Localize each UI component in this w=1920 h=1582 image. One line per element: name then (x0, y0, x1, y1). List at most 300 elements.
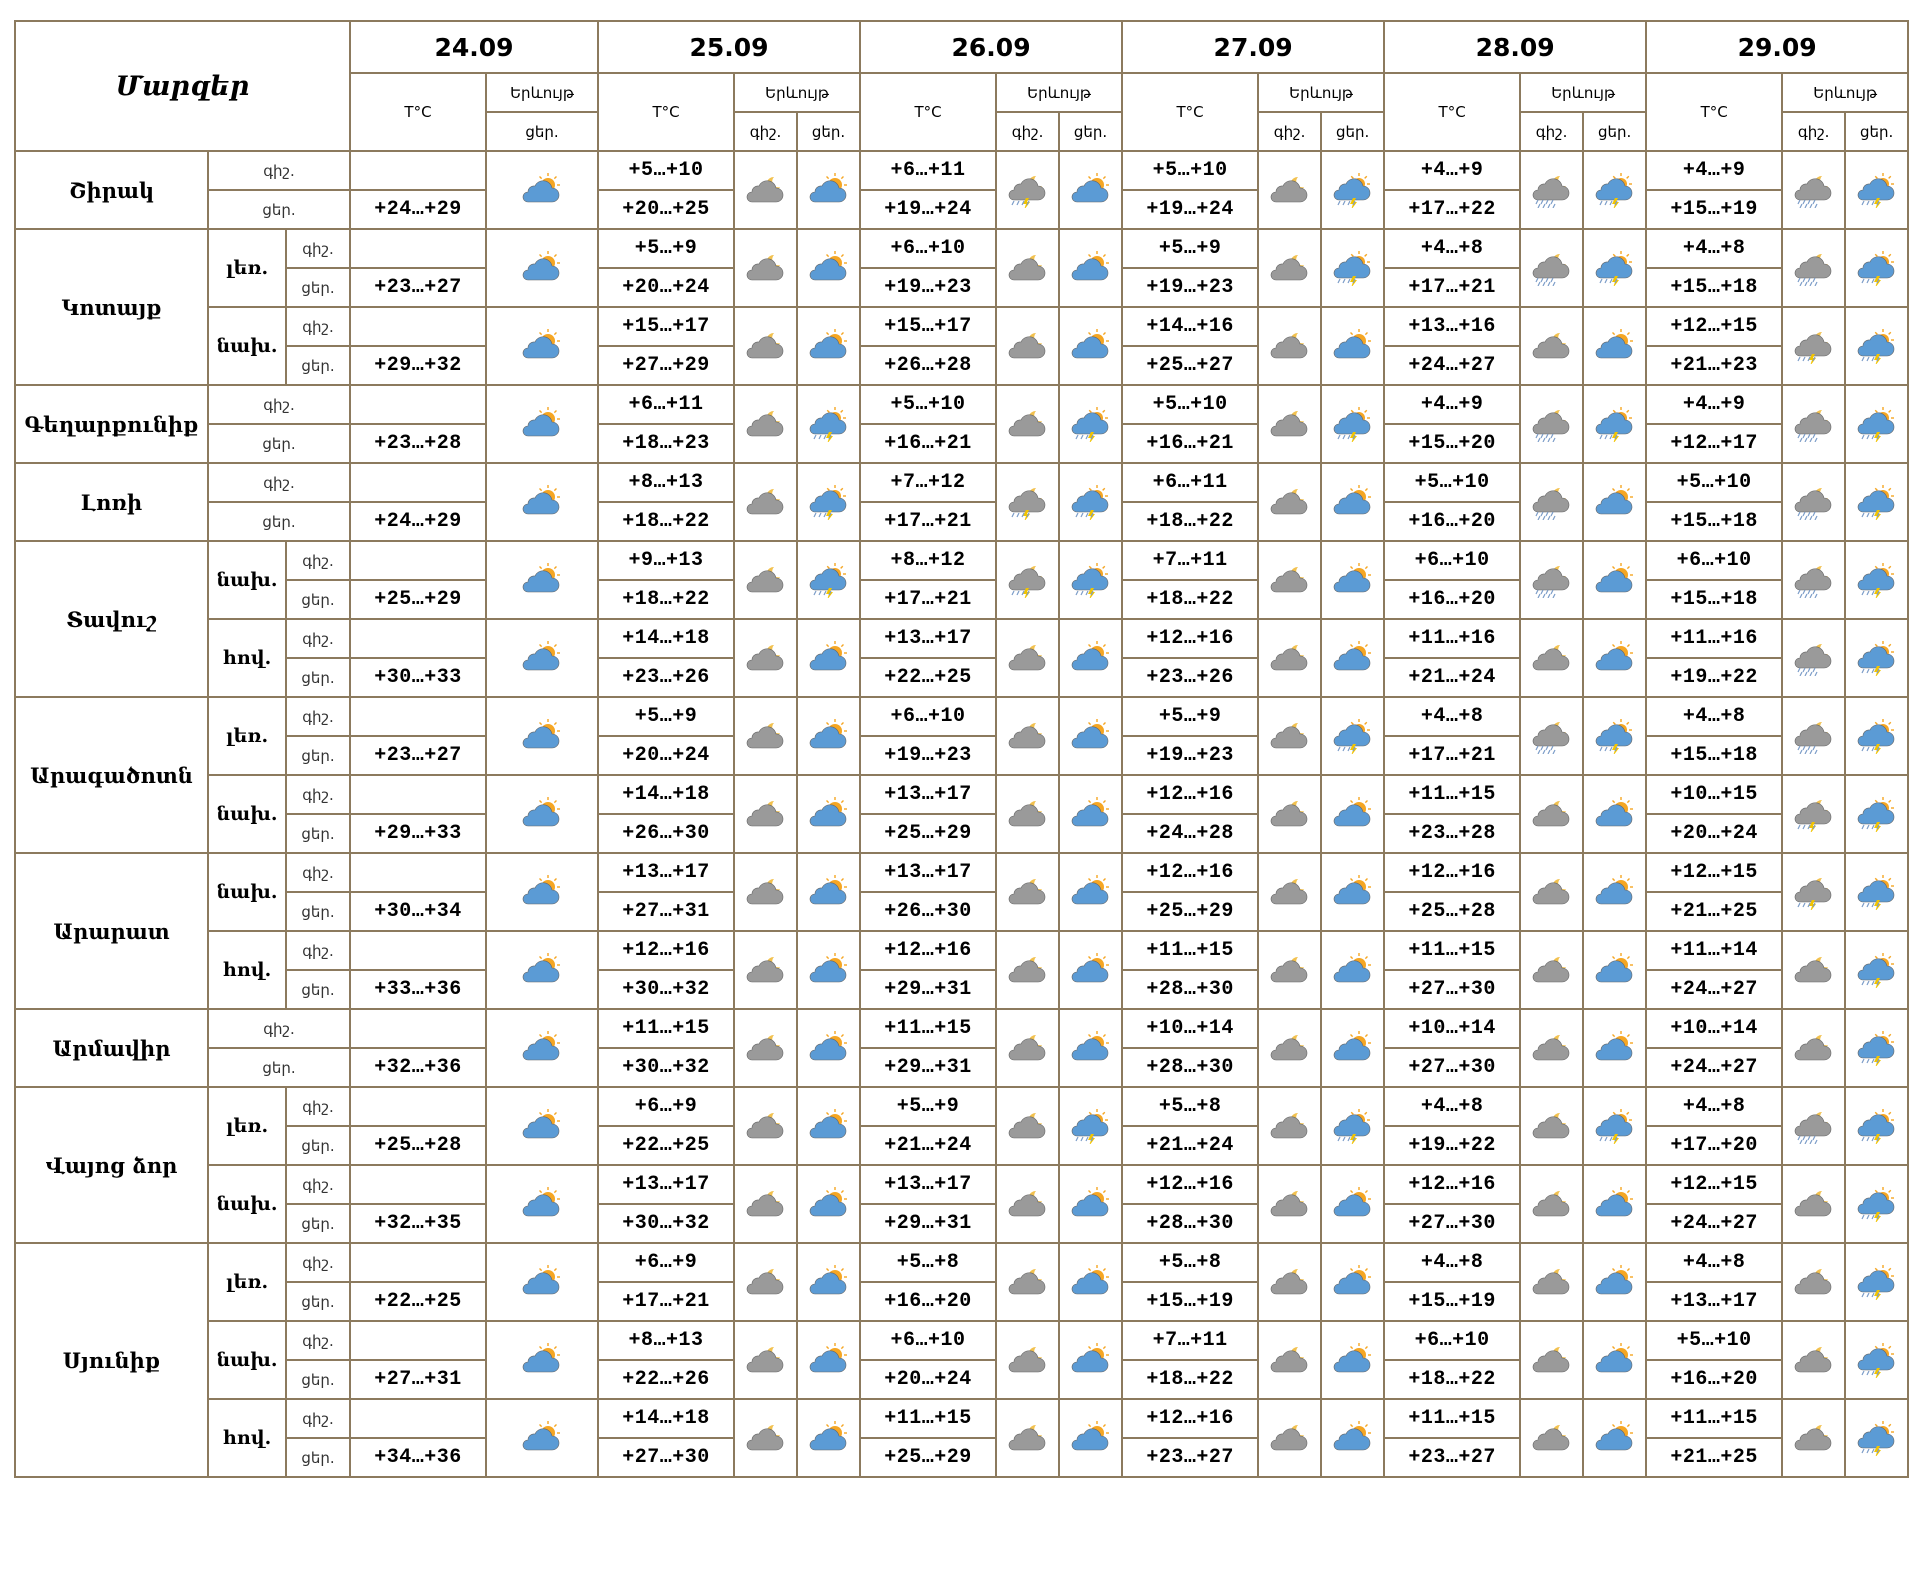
sun-thunder-icon (1855, 1186, 1899, 1222)
weather-cell (1520, 619, 1583, 697)
day-label: ցեր. (208, 502, 350, 541)
day-temp: +15…+19 (1122, 1282, 1258, 1321)
night-temp: +5…+10 (1384, 463, 1520, 502)
weather-cell (1059, 1243, 1122, 1321)
sun-thunder-icon (1069, 562, 1113, 598)
night-cloud-icon (744, 874, 788, 910)
weather-cell (1258, 151, 1321, 229)
night-temp: +5…+9 (1122, 229, 1258, 268)
forecast-row-night (15, 775, 1908, 814)
weather-cell (996, 1087, 1059, 1165)
day-temp: +16…+20 (860, 1282, 996, 1321)
weather-cell (1583, 1087, 1646, 1165)
weather-cell (797, 1009, 860, 1087)
weather-cell (1059, 385, 1122, 463)
day-temp: +15…+18 (1646, 502, 1782, 541)
day-temp: +18…+22 (1122, 580, 1258, 619)
forecast-row-night (15, 229, 1908, 268)
weather-cell (1845, 307, 1908, 385)
night-temp: +6…+11 (1122, 463, 1258, 502)
partly-sunny-icon (1069, 874, 1113, 910)
weather-cell (1321, 151, 1384, 229)
partly-sunny-icon (520, 718, 564, 754)
sun-thunder-icon (1855, 640, 1899, 676)
night-temp: +9…+13 (598, 541, 734, 580)
weather-cell (1782, 541, 1845, 619)
forecast-row-night (15, 1009, 1908, 1048)
weather-cell (996, 385, 1059, 463)
partly-sunny-icon (520, 484, 564, 520)
day-temp: +19…+23 (860, 268, 996, 307)
night-header: գիշ. (1520, 112, 1583, 151)
night-thunder-icon (1006, 562, 1050, 598)
weather-cell (1583, 931, 1646, 1009)
night-temp (350, 1243, 486, 1282)
weather-cell (996, 1399, 1059, 1477)
night-cloud-icon (1530, 1264, 1574, 1300)
zone-name: հով. (208, 931, 286, 1009)
night-temp: +13…+17 (598, 1165, 734, 1204)
sun-thunder-icon (1593, 406, 1637, 442)
weather-cell (1583, 463, 1646, 541)
weather-cell (1520, 1243, 1583, 1321)
region-name: Արագածոտն (15, 697, 208, 853)
night-temp: +15…+17 (598, 307, 734, 346)
weather-cell (1321, 385, 1384, 463)
weather-cell (734, 307, 797, 385)
partly-sunny-icon (520, 172, 564, 208)
weather-cell (1258, 931, 1321, 1009)
sun-thunder-icon (1855, 1108, 1899, 1144)
weather-cell (1583, 307, 1646, 385)
region-name: Կոտայք (15, 229, 208, 385)
weather-cell (1782, 697, 1845, 775)
night-header: գիշ. (734, 112, 797, 151)
night-temp (350, 385, 486, 424)
night-temp: +5…+8 (1122, 1087, 1258, 1126)
night-temp: +13…+17 (860, 775, 996, 814)
night-cloud-icon (1268, 952, 1312, 988)
region-name: Լոռի (15, 463, 208, 541)
weather-header: Երևույթ (734, 73, 860, 112)
day-temp: +19…+23 (1122, 736, 1258, 775)
weather-cell (1583, 1321, 1646, 1399)
day-temp: +23…+26 (598, 658, 734, 697)
night-temp: +8…+13 (598, 463, 734, 502)
weather-cell (797, 697, 860, 775)
sun-thunder-icon (1331, 1108, 1375, 1144)
day-temp: +21…+23 (1646, 346, 1782, 385)
night-label: գիշ. (286, 1243, 350, 1282)
weather-cell (486, 1243, 598, 1321)
partly-sunny-icon (1593, 328, 1637, 364)
night-cloud-icon (1530, 640, 1574, 676)
sun-thunder-icon (1331, 406, 1375, 442)
night-temp: +6…+10 (1384, 541, 1520, 580)
forecast-row-night (15, 1321, 1908, 1360)
weather-cell (996, 151, 1059, 229)
day-temp: +24…+27 (1646, 1048, 1782, 1087)
weather-cell (486, 1399, 598, 1477)
night-cloud-icon (1006, 328, 1050, 364)
day-temp: +28…+30 (1122, 1204, 1258, 1243)
day-temp: +30…+32 (598, 1048, 734, 1087)
night-cloud-icon (1792, 1264, 1836, 1300)
forecast-row-night (15, 385, 1908, 424)
night-rain-icon (1792, 718, 1836, 754)
night-temp: +12…+16 (860, 931, 996, 970)
weather-cell (1258, 1243, 1321, 1321)
partly-sunny-icon (1331, 1342, 1375, 1378)
night-cloud-icon (1268, 1264, 1312, 1300)
day-label: ցեր. (286, 1282, 350, 1321)
day-temp: +16…+20 (1646, 1360, 1782, 1399)
partly-sunny-icon (1069, 1420, 1113, 1456)
partly-sunny-icon (807, 328, 851, 364)
day-temp: +25…+29 (350, 580, 486, 619)
night-temp (350, 697, 486, 736)
night-temp: +12…+16 (1122, 775, 1258, 814)
forecast-row-night (15, 463, 1908, 502)
weather-cell (1321, 1399, 1384, 1477)
night-temp: +4…+8 (1646, 697, 1782, 736)
night-cloud-icon (1006, 250, 1050, 286)
weather-cell (1321, 619, 1384, 697)
day-temp: +23…+28 (350, 424, 486, 463)
zone-name: նախ. (208, 307, 286, 385)
sun-thunder-icon (1855, 406, 1899, 442)
region-name: Շիրակ (15, 151, 208, 229)
partly-sunny-icon (807, 1108, 851, 1144)
day-temp: +25…+28 (1384, 892, 1520, 931)
weather-cell (734, 229, 797, 307)
day-temp: +18…+22 (598, 502, 734, 541)
night-temp: +5…+8 (1122, 1243, 1258, 1282)
day-temp: +27…+30 (598, 1438, 734, 1477)
night-label: գիշ. (286, 1321, 350, 1360)
weather-cell (486, 853, 598, 931)
night-temp: +6…+11 (598, 385, 734, 424)
night-temp (350, 931, 486, 970)
night-temp (350, 1009, 486, 1048)
night-temp: +5…+9 (1122, 697, 1258, 736)
forecast-row-night (15, 1165, 1908, 1204)
partly-sunny-icon (520, 328, 564, 364)
partly-sunny-icon (1069, 1186, 1113, 1222)
night-cloud-icon (1530, 1420, 1574, 1456)
night-label: գիշ. (208, 1009, 350, 1048)
night-cloud-icon (744, 1342, 788, 1378)
day-temp: +30…+34 (350, 892, 486, 931)
day-temp: +25…+28 (350, 1126, 486, 1165)
partly-sunny-icon (1331, 796, 1375, 832)
day-temp: +12…+17 (1646, 424, 1782, 463)
weather-cell (486, 463, 598, 541)
partly-sunny-icon (1593, 1342, 1637, 1378)
weather-cell (1059, 1087, 1122, 1165)
night-cloud-icon (1268, 328, 1312, 364)
weather-header: Երևույթ (1258, 73, 1384, 112)
weather-cell (797, 1165, 860, 1243)
weather-cell (797, 463, 860, 541)
night-temp: +4…+9 (1384, 151, 1520, 190)
partly-sunny-icon (1593, 562, 1637, 598)
weather-cell (1583, 853, 1646, 931)
night-rain-icon (1530, 484, 1574, 520)
night-cloud-icon (1530, 874, 1574, 910)
weather-cell (1059, 697, 1122, 775)
weather-cell (1583, 697, 1646, 775)
partly-sunny-icon (807, 1186, 851, 1222)
night-cloud-icon (1006, 1108, 1050, 1144)
day-temp: +21…+25 (1646, 892, 1782, 931)
weather-cell (1845, 1399, 1908, 1477)
partly-sunny-icon (1331, 328, 1375, 364)
sun-thunder-icon (1331, 172, 1375, 208)
night-label: գիշ. (286, 1399, 350, 1438)
night-temp: +6…+11 (860, 151, 996, 190)
day-temp: +24…+27 (1646, 970, 1782, 1009)
weather-cell (1321, 307, 1384, 385)
day-temp: +28…+30 (1122, 970, 1258, 1009)
night-temp: +6…+10 (1646, 541, 1782, 580)
night-cloud-icon (1792, 1186, 1836, 1222)
weather-cell (1520, 697, 1583, 775)
weather-cell (1258, 1165, 1321, 1243)
night-cloud-icon (744, 1420, 788, 1456)
weather-cell (1321, 463, 1384, 541)
forecast-body (15, 21, 1908, 1477)
night-temp: +13…+16 (1384, 307, 1520, 346)
weather-cell (1258, 307, 1321, 385)
weather-cell (1258, 463, 1321, 541)
day-header: ցեր. (486, 112, 598, 151)
partly-sunny-icon (520, 250, 564, 286)
weather-cell (1059, 151, 1122, 229)
weather-cell (797, 619, 860, 697)
weather-cell (1520, 775, 1583, 853)
weather-cell (1321, 1009, 1384, 1087)
night-cloud-icon (1792, 1420, 1836, 1456)
day-label: ցեր. (286, 814, 350, 853)
weather-cell (1782, 775, 1845, 853)
night-cloud-icon (744, 250, 788, 286)
day-temp: +15…+19 (1646, 190, 1782, 229)
night-cloud-icon (744, 1030, 788, 1066)
night-temp: +4…+9 (1646, 151, 1782, 190)
weather-cell (996, 307, 1059, 385)
night-cloud-icon (1006, 874, 1050, 910)
weather-cell (734, 619, 797, 697)
weather-cell (996, 619, 1059, 697)
day-temp: +30…+32 (598, 1204, 734, 1243)
partly-sunny-icon (520, 874, 564, 910)
sun-thunder-icon (1331, 250, 1375, 286)
weather-cell (734, 1243, 797, 1321)
weather-cell (1583, 619, 1646, 697)
day-temp: +25…+27 (1122, 346, 1258, 385)
zone-name: հով. (208, 1399, 286, 1477)
night-temp: +6…+10 (860, 229, 996, 268)
night-temp (350, 853, 486, 892)
night-temp: +4…+8 (1384, 1243, 1520, 1282)
night-label: գիշ. (286, 307, 350, 346)
day-temp: +22…+25 (350, 1282, 486, 1321)
night-temp: +12…+16 (598, 931, 734, 970)
weather-cell (1583, 1165, 1646, 1243)
partly-sunny-icon (520, 406, 564, 442)
day-header: ցեր. (797, 112, 860, 151)
weather-cell (734, 775, 797, 853)
night-cloud-icon (1530, 796, 1574, 832)
sun-thunder-icon (1855, 874, 1899, 910)
weather-cell (1782, 1087, 1845, 1165)
night-temp (350, 1321, 486, 1360)
day-temp: +17…+21 (598, 1282, 734, 1321)
weather-cell (1258, 385, 1321, 463)
day-temp: +22…+26 (598, 1360, 734, 1399)
night-temp: +7…+12 (860, 463, 996, 502)
weather-cell (1258, 229, 1321, 307)
weather-cell (486, 1321, 598, 1399)
partly-sunny-icon (1331, 874, 1375, 910)
region-name: Արմավիր (15, 1009, 208, 1087)
weather-cell (1782, 385, 1845, 463)
night-cloud-icon (1268, 250, 1312, 286)
weather-cell (1845, 1165, 1908, 1243)
night-cloud-icon (744, 796, 788, 832)
weather-cell (486, 697, 598, 775)
sun-thunder-icon (1593, 250, 1637, 286)
day-temp: +19…+22 (1646, 658, 1782, 697)
weather-cell (1321, 1321, 1384, 1399)
night-temp (350, 1165, 486, 1204)
partly-sunny-icon (807, 1264, 851, 1300)
day-temp: +19…+22 (1384, 1126, 1520, 1165)
weather-cell (734, 1087, 797, 1165)
partly-sunny-icon (1069, 250, 1113, 286)
partly-sunny-icon (1593, 796, 1637, 832)
weather-cell (1583, 151, 1646, 229)
day-temp: +16…+20 (1384, 580, 1520, 619)
weather-cell (1059, 541, 1122, 619)
day-temp: +19…+24 (860, 190, 996, 229)
night-temp: +12…+15 (1646, 307, 1782, 346)
day-header: ցեր. (1321, 112, 1384, 151)
weather-cell (1258, 541, 1321, 619)
day-temp: +18…+22 (598, 580, 734, 619)
weather-cell (1520, 1399, 1583, 1477)
day-temp: +19…+23 (860, 736, 996, 775)
weather-cell (486, 619, 598, 697)
sun-thunder-icon (1855, 328, 1899, 364)
weather-cell (734, 853, 797, 931)
weather-cell (486, 775, 598, 853)
weather-cell (1059, 775, 1122, 853)
weather-cell (1845, 1243, 1908, 1321)
night-temp: +12…+15 (1646, 853, 1782, 892)
forecast-row-night (15, 853, 1908, 892)
night-temp: +12…+16 (1384, 853, 1520, 892)
night-temp: +4…+9 (1384, 385, 1520, 424)
day-temp: +17…+20 (1646, 1126, 1782, 1165)
day-temp: +22…+25 (860, 658, 996, 697)
day-temp: +18…+22 (1384, 1360, 1520, 1399)
night-cloud-icon (1268, 172, 1312, 208)
partly-sunny-icon (520, 1108, 564, 1144)
night-rain-icon (1530, 250, 1574, 286)
night-cloud-icon (744, 1264, 788, 1300)
night-rain-icon (1792, 484, 1836, 520)
day-temp: +27…+30 (1384, 1048, 1520, 1087)
sun-thunder-icon (1593, 172, 1637, 208)
weather-cell (1782, 1165, 1845, 1243)
night-cloud-icon (1268, 406, 1312, 442)
day-label: ցեր. (208, 424, 350, 463)
partly-sunny-icon (1069, 796, 1113, 832)
zone-name: լեռ. (208, 1243, 286, 1321)
sun-thunder-icon (1593, 718, 1637, 754)
night-thunder-icon (1792, 796, 1836, 832)
forecast-row-night (15, 1087, 1908, 1126)
night-temp (350, 1399, 486, 1438)
partly-sunny-icon (1593, 1186, 1637, 1222)
date-header: 25.09 (598, 21, 860, 73)
weather-cell (734, 1009, 797, 1087)
night-temp: +11…+15 (1384, 775, 1520, 814)
sun-thunder-icon (1069, 406, 1113, 442)
day-temp: +30…+33 (350, 658, 486, 697)
night-cloud-icon (1530, 1186, 1574, 1222)
weather-cell (1520, 853, 1583, 931)
day-temp: +26…+30 (598, 814, 734, 853)
weather-cell (1258, 1009, 1321, 1087)
night-thunder-icon (1792, 328, 1836, 364)
weather-cell (734, 1399, 797, 1477)
night-temp: +12…+16 (1384, 1165, 1520, 1204)
weather-cell (1782, 229, 1845, 307)
night-rain-icon (1792, 562, 1836, 598)
night-cloud-icon (1792, 952, 1836, 988)
night-header: գիշ. (1782, 112, 1845, 151)
day-temp: +25…+29 (860, 1438, 996, 1477)
weather-cell (1520, 1009, 1583, 1087)
night-temp: +5…+10 (1122, 151, 1258, 190)
weather-cell (1782, 463, 1845, 541)
weather-cell (1782, 1243, 1845, 1321)
sun-thunder-icon (1331, 718, 1375, 754)
sun-thunder-icon (1855, 250, 1899, 286)
partly-sunny-icon (520, 562, 564, 598)
zone-name: նախ. (208, 1321, 286, 1399)
day-temp: +15…+20 (1384, 424, 1520, 463)
temp-header: T°C (860, 73, 996, 151)
night-header: գիշ. (996, 112, 1059, 151)
weather-cell (797, 1321, 860, 1399)
weather-cell (1059, 1165, 1122, 1243)
partly-sunny-icon (807, 718, 851, 754)
day-label: ցեր. (286, 892, 350, 931)
partly-sunny-icon (1069, 1264, 1113, 1300)
day-temp: +23…+28 (1384, 814, 1520, 853)
day-temp: +27…+30 (1384, 970, 1520, 1009)
partly-sunny-icon (520, 1420, 564, 1456)
partly-sunny-icon (1593, 484, 1637, 520)
weather-header: Երևույթ (486, 73, 598, 112)
day-temp: +20…+24 (1646, 814, 1782, 853)
night-temp: +10…+15 (1646, 775, 1782, 814)
night-label: գիշ. (286, 697, 350, 736)
